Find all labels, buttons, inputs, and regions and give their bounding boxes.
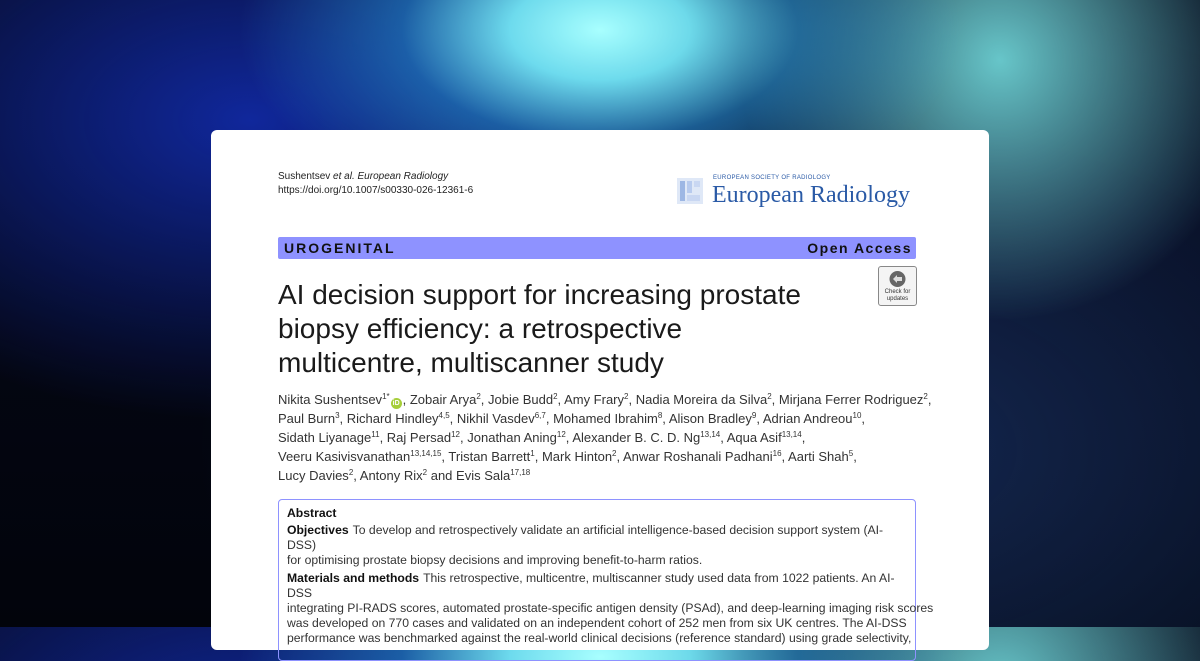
abstract-methods [287,571,934,646]
abstract-line: To develop and retrospectively validate an artificial intelligence-based decision support system (AI-DSS) [287,523,884,552]
author-affiliation: 3 [335,411,340,420]
author-separator: , [861,411,866,426]
abstract-line: was developed on 770 cases and validated on an independent cohort of 252 men from six UK centres. The AI-DSS [287,616,907,630]
author-name[interactable]: Anwar Roshanali Padhani [623,449,773,464]
author-affiliation: 8 [657,411,663,420]
author-line [278,447,928,466]
citation-block [278,170,473,198]
author-separator: , [853,449,857,464]
author-separator: , [771,392,779,407]
author-separator: , [441,449,449,464]
journal-logo-icon [677,178,703,204]
author-name[interactable]: Jobie Budd [488,392,554,407]
author-separator: , [565,430,573,445]
society-name: EUROPEAN SOCIETY OF RADIOLOGY [713,175,831,181]
abstract-box [278,499,934,661]
check-updates-label: Check for updates [884,289,911,302]
author-line [278,428,928,447]
author-separator: , [534,449,542,464]
author-affiliation: 11 [371,430,380,439]
author-affiliation: 6,7 [534,411,546,420]
section-label: UROGENITAL [284,240,396,256]
journal-logo [677,175,917,211]
author-name[interactable]: Antony Rix [359,468,423,483]
author-separator: , [662,411,669,426]
author-affiliation: 2 [476,392,481,401]
author-name[interactable]: Nikita Sushentsev [278,392,383,407]
author-separator: , [545,411,554,426]
author-name[interactable]: Raj Persad [386,430,452,445]
author-affiliation: 1 [530,449,535,458]
author-affiliation: 12 [451,430,461,439]
author-name[interactable]: Aqua Asif [726,430,782,445]
author-name[interactable]: Adrian Andreou [762,411,853,426]
author-separator: , [379,430,387,445]
author-name[interactable]: Nikhil Vasdev [456,411,535,426]
author-separator: , [756,411,763,426]
abstract-line: for optimising prostate biopsy decisions and improving benefit-to-harm ratios. [287,553,703,567]
author-affiliation: 4,5 [438,411,450,420]
author-separator: , [801,430,806,445]
author-separator: and [427,468,457,483]
objectives-label: Objectives [287,523,349,537]
author-name[interactable]: Jonathan Aning [467,430,557,445]
author-affiliation: 2 [348,468,354,477]
open-access-label: Open Access [807,240,912,256]
author-name[interactable]: Alexander B. C. D. Ng [572,430,701,445]
paper-page [211,130,989,650]
author-affiliation: 1* [382,392,390,401]
author-line [278,466,928,485]
author-separator: , [781,449,789,464]
check-updates-icon [879,269,916,291]
author-affiliation: 13,14 [700,430,721,439]
author-separator: , [460,430,468,445]
author-name[interactable]: Tristan Barrett [448,449,531,464]
citation-journal: European Radiology [357,171,449,182]
abstract-line: performance was benchmarked against the real-world clinical decisions (reference standard) using grade selectivity, [287,631,912,645]
author-affiliation: 17,18 [510,468,531,477]
author-name[interactable]: Evis Sala [456,468,511,483]
abstract-line: integrating PI-RADS scores, automated prostate-specific antigen density (PSAd), and deep-learning imaging risk scores [287,601,934,615]
author-name[interactable]: Mark Hinton [541,449,613,464]
author-list [278,390,932,485]
author-affiliation: 10 [852,411,862,420]
journal-name: European Radiology [712,182,910,208]
paper-title [278,278,868,380]
author-name[interactable]: Paul Burn [278,411,336,426]
author-separator: , [616,449,624,464]
author-separator: , [628,392,636,407]
author-affiliation: 9 [751,411,757,420]
author-affiliation: 5 [848,449,854,458]
author-affiliation: 2 [767,392,772,401]
abstract-objectives [287,523,907,568]
section-band [278,237,916,259]
citation-authors: Sushentsev [278,171,331,182]
author-affiliation: 16 [772,449,782,458]
author-affiliation: 2 [624,392,629,401]
author-line [278,409,928,428]
author-affiliation: 2 [422,468,428,477]
author-separator: , [927,392,932,407]
author-name[interactable]: Zobair Arya [409,392,477,407]
abstract-line: This retrospective, multicentre, multiscanner study used data from 1022 patients. An AI-DSS [287,571,895,600]
author-name[interactable]: Aarti Shah [788,449,849,464]
author-affiliation: 13,14,15 [410,449,442,458]
author-separator: , [480,392,489,407]
title-line: AI decision support for increasing prostate [278,279,801,310]
doi-link[interactable]: https://doi.org/10.1007/s00330-026-12361-6 [278,185,474,196]
citation-line [278,170,473,184]
author-name[interactable]: Richard Hindley [346,411,439,426]
methods-label: Materials and methods [287,571,420,585]
author-name[interactable]: Mirjana Ferrer Rodriguez [778,392,924,407]
check-for-updates-button[interactable] [878,266,917,306]
citation-et-al: et al. [333,171,355,182]
author-separator: , [557,392,565,407]
author-name[interactable]: Nadia Moreira da Silva [635,392,768,407]
author-affiliation: 2 [923,392,928,401]
title-line: biopsy efficiency: a retrospective [278,313,683,344]
author-affiliation: 12 [556,430,566,439]
author-name[interactable]: Alison Bradley [668,411,752,426]
author-separator: , [402,392,410,407]
title-line: multicentre, multiscanner study [278,347,664,378]
author-name[interactable]: Lucy Davies [278,468,349,483]
author-affiliation: 13,14 [781,430,802,439]
author-affiliation: 2 [553,392,558,401]
abstract-heading: Abstract [287,506,337,520]
author-separator: , [720,430,727,445]
author-name[interactable]: Sidath Liyanage [278,430,372,445]
author-name[interactable]: Mohamed Ibrahim [553,411,658,426]
author-name[interactable]: Veeru Kasivisvanathan [278,449,411,464]
author-separator: , [339,411,347,426]
author-line [278,390,932,409]
author-separator: , [353,468,360,483]
author-affiliation: 2 [612,449,617,458]
author-separator: , [449,411,457,426]
author-name[interactable]: Amy Frary [564,392,625,407]
orcid-icon[interactable]: iD [392,400,400,407]
